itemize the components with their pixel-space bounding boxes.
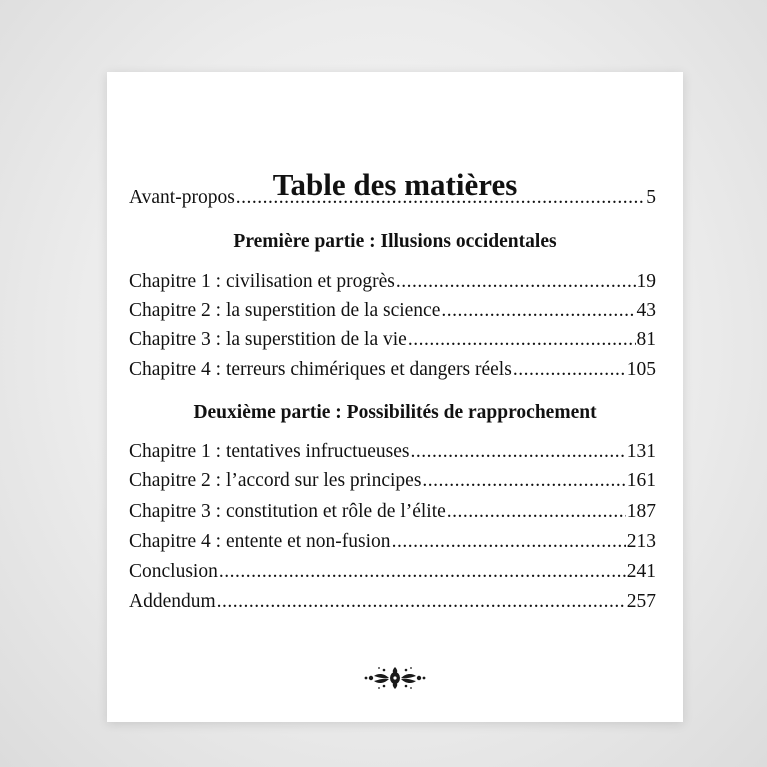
dot-leader: [236, 188, 645, 208]
toc-page-number: 187: [626, 501, 656, 522]
toc-page-number: 161: [626, 470, 656, 491]
toc-page-number: 213: [626, 531, 656, 552]
toc-entry-label: Chapitre 3 : constitution et rôle de l’élite: [129, 501, 446, 522]
book-page: [107, 72, 683, 722]
dot-leader: [408, 330, 636, 350]
toc-entry: [129, 301, 656, 321]
toc-entry-addendum: [129, 592, 656, 612]
toc-page-number: 131: [626, 441, 656, 462]
floral-ornament-icon: [363, 665, 427, 696]
dot-leader: [447, 502, 626, 522]
toc-page-number: 241: [626, 561, 656, 582]
toc-entry: [129, 532, 656, 552]
toc-entry: [129, 471, 656, 491]
toc-entry-label: Chapitre 1 : tentatives infructueuses: [129, 441, 410, 462]
toc-entry-label: Chapitre 4 : terreurs chimériques et dangers réels: [129, 359, 512, 380]
dot-leader: [441, 301, 635, 321]
toc-page-number: 5: [646, 187, 656, 208]
toc-page-number: 81: [636, 329, 656, 350]
toc-page-number: 43: [636, 300, 656, 321]
toc-entry-label: Addendum: [129, 591, 216, 612]
part-heading-2: Deuxième partie : Possibilités de rapprochement: [193, 402, 597, 423]
toc-entry: [129, 502, 656, 522]
toc-entry: [129, 442, 656, 462]
dot-leader: [411, 442, 626, 462]
dot-leader: [396, 272, 636, 292]
toc-entry-label: Chapitre 1 : civilisation et progrès: [129, 271, 395, 292]
toc-entry: [129, 360, 656, 380]
toc-entry-label: Avant-propos: [129, 187, 235, 208]
dot-leader: [219, 562, 626, 582]
toc-entry-conclusion: [129, 562, 656, 582]
toc-page-number: 19: [636, 271, 656, 292]
dot-leader: [217, 592, 626, 612]
dot-leader: [392, 532, 626, 552]
toc-page-number: 105: [626, 359, 656, 380]
page-title: Table des matières: [272, 167, 518, 202]
toc-entry-label: Conclusion: [129, 561, 218, 582]
toc-entry-avant-propos: [129, 188, 656, 208]
toc-entry-label: Chapitre 2 : l’accord sur les principes: [129, 470, 422, 491]
toc-entry-label: Chapitre 4 : entente et non-fusion: [129, 531, 391, 552]
toc-page-number: 257: [626, 591, 656, 612]
toc-entry-label: Chapitre 3 : la superstition de la vie: [129, 329, 407, 350]
dot-leader: [422, 471, 625, 491]
toc-entry-label: Chapitre 2 : la superstition de la science: [129, 300, 441, 321]
part-heading-1: Première partie : Illusions occidentales: [233, 231, 557, 252]
toc-entry: [129, 272, 656, 292]
toc-entry: [129, 330, 656, 350]
dot-leader: [513, 360, 626, 380]
